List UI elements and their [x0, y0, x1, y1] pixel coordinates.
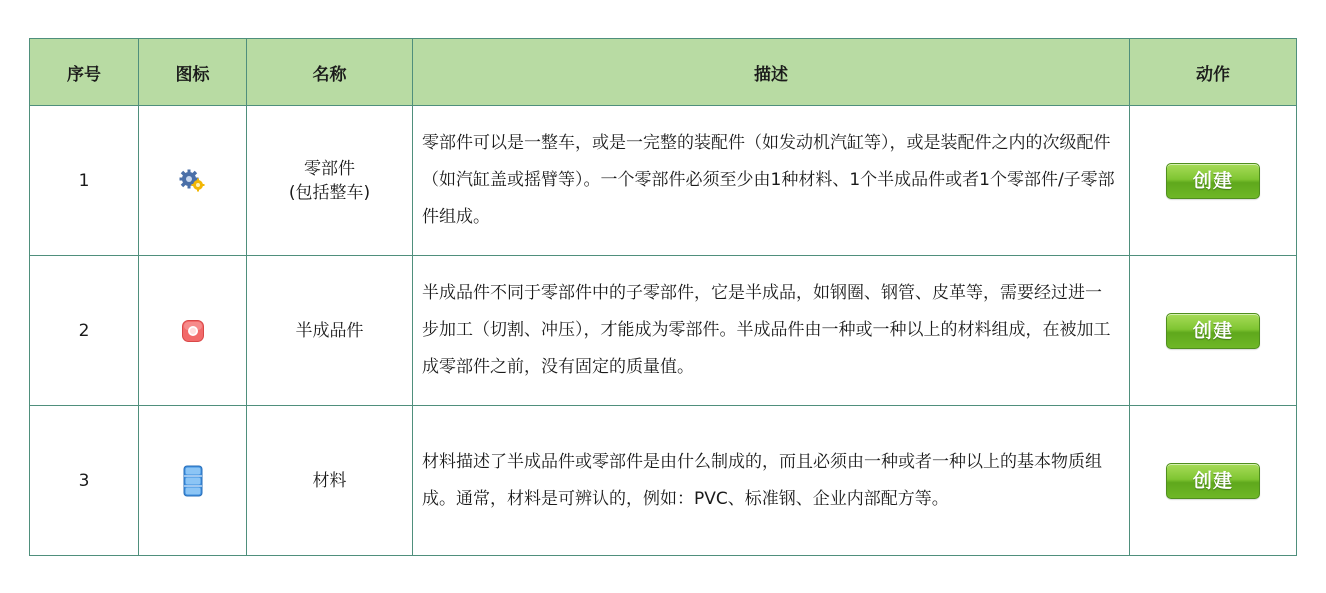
row-icon-cell — [139, 106, 247, 256]
table-row — [30, 106, 1297, 256]
table-row — [30, 256, 1297, 406]
header-action: 动作 — [1130, 39, 1297, 106]
table-row — [30, 406, 1297, 556]
row-index: 2 — [30, 256, 139, 406]
gears-icon — [178, 168, 208, 194]
row-name-cell — [247, 256, 413, 406]
header-name: 名称 — [247, 39, 413, 106]
table-header-row — [30, 39, 1297, 106]
row-action-cell — [1130, 406, 1297, 556]
row-action-cell — [1130, 106, 1297, 256]
row-name-cell — [247, 406, 413, 556]
row-name: 材料 — [312, 470, 347, 491]
row-description: 材料描述了半成品件或零部件是由什么制成的，而且必须由一种或者一种以上的基本物质组成。通常，材料是可辨认的，例如：PVC、标准钢、企业内部配方等。 — [413, 406, 1130, 556]
row-icon-cell — [139, 256, 247, 406]
row-description: 零部件可以是一整车，或是一完整的装配件（如发动机汽缸等），或是装配件之内的次级配件（如汽缸盖或摇臂等）。一个零部件必须至少由1种材料、1个半成品件或者1个零部件/子零部件组成。 — [413, 106, 1130, 256]
row-index: 3 — [30, 406, 139, 556]
database-icon — [183, 465, 203, 497]
parts-table-container — [29, 38, 1297, 556]
row-name: 半成品件 — [295, 320, 364, 341]
header-icon: 图标 — [139, 39, 247, 106]
stop-circle-icon — [181, 319, 205, 343]
row-name: 零部件 — [304, 158, 355, 179]
header-description: 描述 — [413, 39, 1130, 106]
create-button[interactable]: 创建 — [1166, 163, 1260, 199]
row-index: 1 — [30, 106, 139, 256]
row-description: 半成品件不同于零部件中的子零部件，它是半成品，如钢圈、钢管、皮革等，需要经过进一步加工（切割、冲压），才能成为零部件。半成品件由一种或一种以上的材料组成，在被加工成零部件之前，没有固定的质量值。 — [413, 256, 1130, 406]
row-action-cell — [1130, 256, 1297, 406]
header-index: 序号 — [30, 39, 139, 106]
row-name-sub: (包括整车) — [288, 182, 371, 203]
create-button[interactable]: 创建 — [1166, 463, 1260, 499]
row-icon-cell — [139, 406, 247, 556]
create-button[interactable]: 创建 — [1166, 313, 1260, 349]
parts-table — [29, 38, 1297, 556]
row-name-cell — [247, 106, 413, 256]
